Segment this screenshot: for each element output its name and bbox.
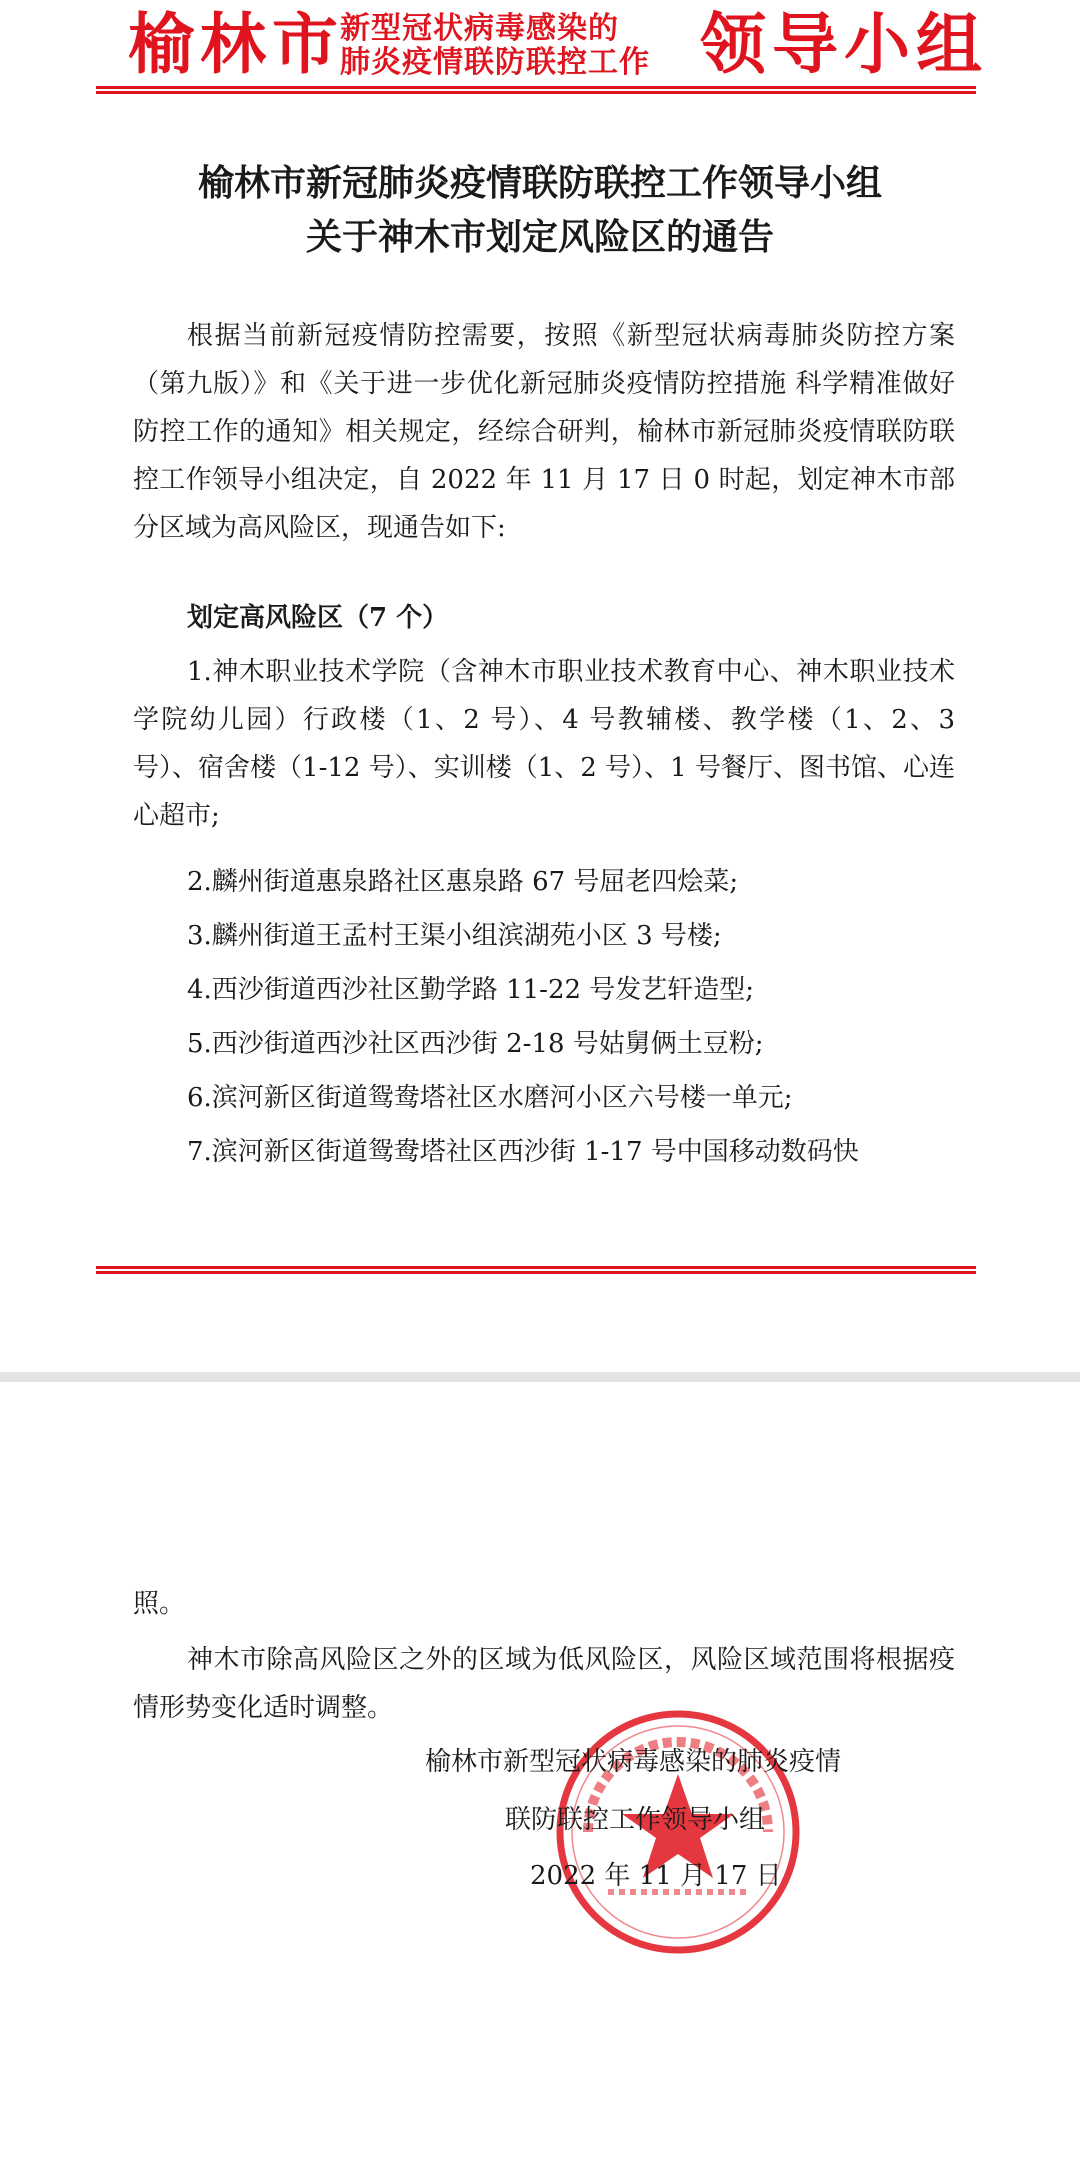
- footer-divider-top: [96, 1266, 976, 1269]
- continuation-text: 照。: [133, 1589, 186, 1619]
- signature-date: 2022 年 11 月 17 日: [530, 1861, 782, 1891]
- letterhead-middle-line1: 新型冠状病毒感染的: [340, 11, 619, 46]
- title-line2: 关于神木市划定风险区的通告: [305, 216, 774, 258]
- letterhead-divider-bottom: [96, 91, 976, 94]
- list-item-6: 6.滨河新区街道鸳鸯塔社区水磨河小区六号楼一单元;: [187, 1083, 793, 1113]
- list-item-4: 4.西沙街道西沙社区勤学路 11-22 号发艺轩造型;: [187, 975, 755, 1005]
- page-gap: [0, 1372, 1080, 1382]
- letterhead: [0, 8, 1080, 82]
- signature-line1: 榆林市新型冠状病毒感染的肺炎疫情: [425, 1747, 842, 1777]
- list-item-2: 2.麟州街道惠泉路社区惠泉路 67 号屈老四烩菜;: [187, 867, 739, 897]
- list-item-3: 3.麟州街道王孟村王渠小组滨湖苑小区 3 号楼;: [187, 921, 722, 951]
- footer-divider-bottom: [96, 1271, 976, 1274]
- title-line1: 榆林市新冠肺炎疫情联防联控工作领导小组: [197, 162, 882, 204]
- list-item-5: 5.西沙街道西沙社区西沙街 2-18 号姑舅俩土豆粉;: [187, 1029, 764, 1059]
- letterhead-middle-line2: 肺炎疫情联防联控工作: [340, 45, 650, 80]
- letterhead-left: 榆林市: [128, 6, 344, 83]
- letterhead-right: 领导小组: [700, 6, 988, 83]
- list-item-7: 7.滨河新区街道鸳鸯塔社区西沙街 1-17 号中国移动数码快: [187, 1137, 859, 1167]
- signature-line2: 联防联控工作领导小组: [505, 1805, 766, 1835]
- letterhead-divider-top: [96, 86, 976, 89]
- closing-paragraph: 神木市除高风险区之外的区域为低风险区，风险区域范围将根据疫情形势变化适时调整。: [133, 1645, 955, 1723]
- intro-paragraph: 根据当前新冠疫情防控需要，按照《新型冠状病毒肺炎防控方案（第九版）》和《关于进一步优化新冠肺炎疫情防控措施 科学精准做好防控工作的通知》相关规定，经综合研判，榆林市新冠肺炎疫情联防联控工作领导小组决定，自 2022 年 11 月 17 日 0 时起，划定神木市部分区域为高风险区，现通告如下:: [133, 321, 955, 543]
- section-heading: 划定高风险区（7 个）: [187, 603, 449, 633]
- list-item-1: 1.神木职业技术学院（含神木市职业技术教育中心、神木职业技术学院幼儿园）行政楼（1、2 号）、4 号教辅楼、教学楼（1、2、3 号）、宿舍楼（1-12 号）、实训楼（1、2 号）、1 号餐厅、图书馆、心连心超市;: [133, 657, 955, 831]
- letterhead-middle: [340, 12, 690, 80]
